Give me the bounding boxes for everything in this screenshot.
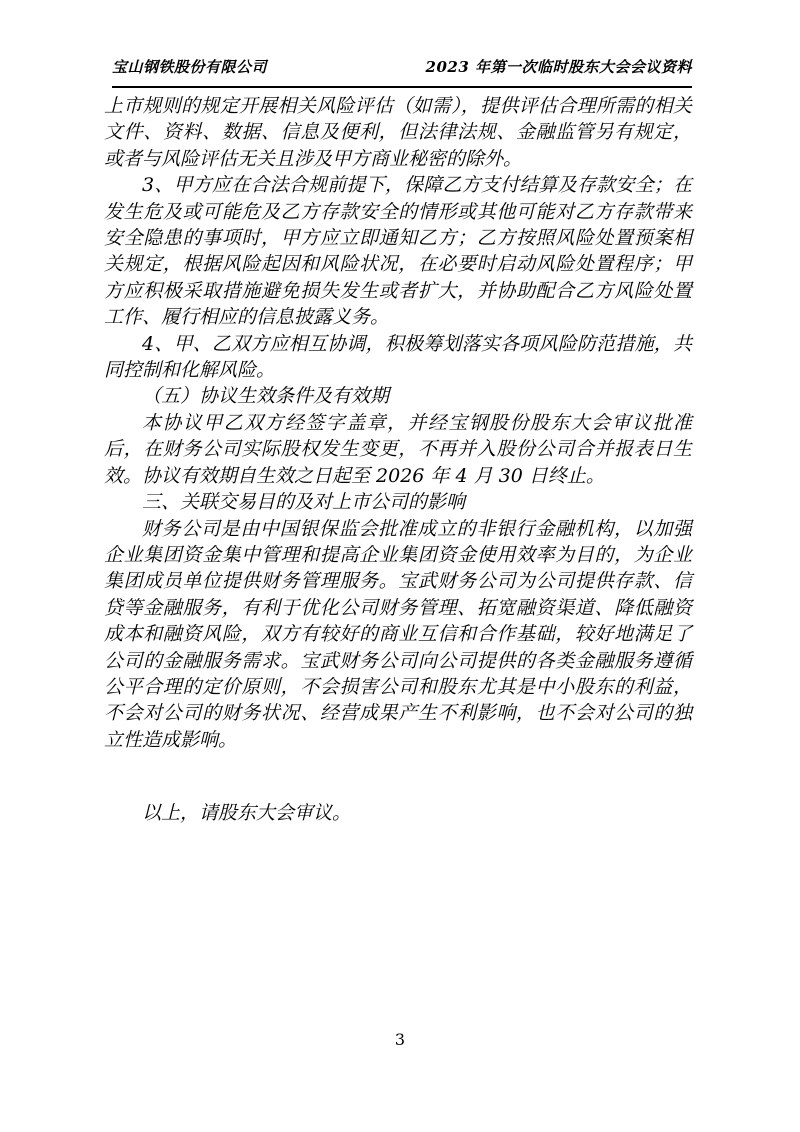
paragraph-transaction-impact: 财务公司是由中国银保监会批准成立的非银行金融机构，以加强企业集团资金集中管理和提高企业集团资金使用效率为目的，为企业集团成员单位提供财务管理服务。宝武财务公司为公司提供存款、信贷等金融服务，有利于优化公司财务管理、拓宽融资渠道、降低融资成本和融资风险，双方有较好的商业互信和合作基础，较好地满足了公司的金融服务需求。宝武财务公司向公司提供的各类金融服务遵循公平合理的定价原则，不会损害公司和股东尤其是中小股东的利益，不会对公司的财务状况、经营成果产生不利影响，也不会对公司的独立性造成影响。: [104, 517, 692, 751]
header-company-name: 宝山钢铁股份有限公司: [112, 58, 268, 76]
document-body: [104, 93, 692, 827]
paragraph-clause-3: 3、甲方应在合法合规前提下，保障乙方支付结算及存款安全；在发生危及或可能危及乙方存款安全的情形或其他可能对乙方存款带来安全隐患的事项时，甲方应立即通知乙方；乙方按照风险处置预案相关规定，根据风险起因和风险状况，在必要时启动风险处置程序；甲方应积极采取措施避免损失发生或者扩大，并协助配合乙方风险处置工作、履行相应的信息披露义务。: [104, 174, 692, 329]
page-header: [112, 56, 692, 88]
paragraph-closing-statement: 以上，请股东大会审议。: [142, 802, 352, 825]
header-document-title: 2023 年第一次临时股东大会会议资料: [425, 58, 692, 76]
section-heading-3: 三、关联交易目的及对上市公司的影响: [142, 491, 466, 514]
paragraph-effective-terms: 本协议甲乙双方经签字盖章，并经宝钢股份股东大会审议批准后，在财务公司实际股权发生变更，不再并入股份公司合并报表日生效。协议有效期自生效之日起至 2026 年 4 月 30 日终止。: [104, 411, 692, 487]
page-number: 3: [394, 1030, 406, 1049]
section-heading-5: （五）协议生效条件及有效期: [142, 385, 390, 408]
paragraph-continuation: 上市规则的规定开展相关风险评估（如需），提供评估合理所需的相关文件、资料、数据、信息及便利，但法律法规、金融监管另有规定，或者与风险评估无关且涉及甲方商业秘密的除外。: [104, 95, 692, 170]
paragraph-clause-4: 4、甲、乙双方应相互协调，积极筹划落实各项风险防范措施，共同控制和化解风险。: [104, 332, 692, 382]
